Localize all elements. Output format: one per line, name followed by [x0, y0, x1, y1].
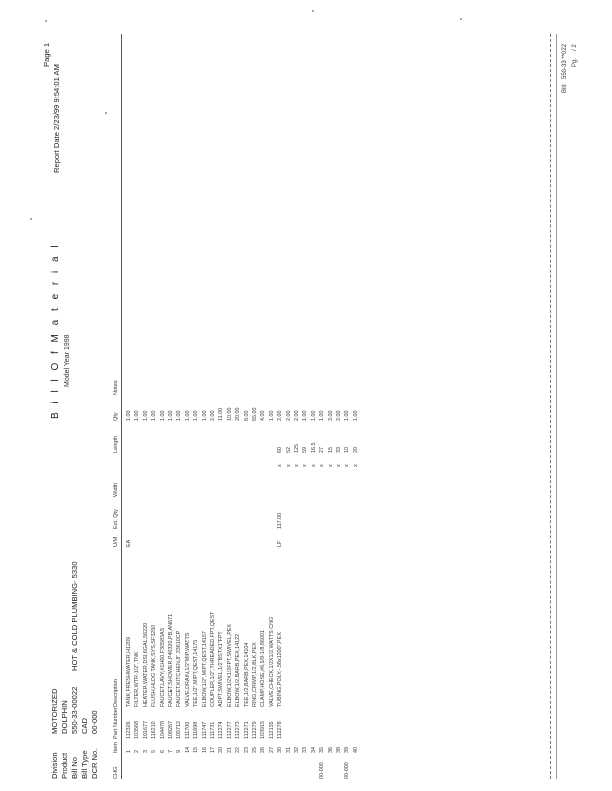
cell-part: 112273: [235, 721, 242, 739]
cell-qty: 1.00: [344, 410, 351, 421]
cell-desc: FAUCET,KITCHEN,8",33610CP: [176, 630, 183, 707]
cell-part: 111698: [193, 721, 200, 739]
column-header-part: Part Number: [113, 707, 119, 739]
cell-qty: 3.00: [327, 410, 334, 421]
cell-item: 36: [327, 747, 334, 753]
cell-part: 112274: [218, 721, 225, 739]
cell-desc: FAUCET,SHOWER,P40320,PB,AN671: [168, 613, 174, 707]
cell-qty: 2.00: [336, 410, 342, 421]
cell-item: 15: [193, 747, 200, 753]
cell-desc: TEE,1/2",MIPT,QEST,14175: [193, 639, 200, 707]
cell-item: 9: [176, 750, 183, 753]
cell-desc: CLAMP,HOSE,#6,5/8-1/8,86001: [260, 630, 267, 707]
cell-chg: 00-000: [319, 762, 326, 779]
cell-part: 111747: [201, 721, 208, 739]
cell-part: 111731: [210, 721, 216, 739]
cell-desc: ADPT,SWIVEL,1/2"BSTX1"FPT: [218, 631, 225, 707]
cell-qty: 1.00: [142, 410, 149, 421]
cell-len: 59: [302, 447, 309, 453]
column-header-len: Length: [113, 435, 119, 453]
cell-item: 1: [126, 750, 132, 753]
cell-qty: 1.00: [352, 410, 359, 421]
column-header-ext: Ext. Qty: [113, 509, 119, 529]
page-number: Page 1: [42, 42, 51, 67]
cell-qty: 1.00: [126, 410, 132, 421]
scan-speck: [460, 18, 462, 20]
cell-qty: 2.00: [277, 410, 284, 421]
cell-x: x: [310, 464, 317, 467]
footer-bill-value: 550-33 **022: [562, 43, 568, 79]
cell-x: x: [352, 464, 359, 467]
cell-item: 39: [344, 747, 351, 753]
cell-item: 30: [277, 747, 284, 753]
cell-part: 103915: [260, 721, 267, 739]
cell-item: 33: [302, 747, 309, 753]
cell-len: 60: [277, 447, 284, 453]
cell-desc: TANK,FRESHWATER,H1209: [126, 637, 132, 707]
cell-item: 38: [336, 747, 342, 753]
cell-item: 6: [159, 750, 166, 753]
cell-um: EA: [126, 539, 132, 547]
cell-len: 20: [352, 447, 359, 453]
cell-desc: ELBOW,1/2X1/2FPT,SWIVEL,PEX: [226, 624, 233, 707]
cell-qty: 2.00: [210, 410, 216, 421]
cell-len: 27: [319, 447, 326, 453]
cell-qty: 1.00: [310, 410, 317, 421]
column-header-um: U/M: [113, 536, 119, 547]
cell-part: 101677: [142, 721, 149, 739]
product-label: Product: [60, 752, 69, 779]
cell-desc: FAUCET,LAVY,#1H60,F30583AS: [159, 627, 166, 707]
cell-qty: 1.00: [268, 410, 275, 421]
cell-part: 112277: [226, 721, 233, 739]
footer-rule-2: [556, 34, 557, 779]
dcr-label: DCR No.: [90, 748, 99, 779]
cell-item: 3: [142, 750, 149, 753]
cell-item: 32: [294, 747, 300, 753]
column-header-chg: CHG: [113, 766, 119, 779]
cell-qty: 2.00: [285, 410, 292, 421]
bill-description: HOT & COLD PLUMBING- 5330: [70, 561, 79, 671]
cell-item: 26: [260, 747, 267, 753]
cell-len: 16.5: [310, 442, 317, 453]
scan-speck: [312, 10, 314, 12]
cell-part: 111700: [184, 721, 191, 739]
cell-x: x: [319, 464, 326, 467]
bill-type-label: Bill Type: [80, 750, 89, 779]
cell-len: 125: [294, 444, 300, 453]
division-value: MOTORIZED: [50, 688, 59, 734]
cell-qty: 10.00: [226, 407, 233, 421]
scan-speck: [45, 20, 47, 22]
cell-len: 52: [285, 447, 292, 453]
division-label: Division: [50, 752, 59, 779]
cell-len: 10: [344, 447, 351, 453]
column-header-desc: Description: [113, 679, 119, 707]
cell-desc: TEE,1/2,BARB,PEX,14104: [243, 642, 250, 707]
cell-item: 7: [168, 750, 174, 753]
cell-item: 40: [352, 747, 359, 753]
cell-item: 23: [243, 747, 250, 753]
cell-desc: RING,CRIMP,1/2,BLK,PEX: [252, 642, 258, 707]
cell-chg: 00-000: [344, 762, 351, 779]
cell-item: 27: [268, 747, 275, 753]
cell-qty: 1.00: [302, 410, 309, 421]
cell-qty: 1.00: [201, 410, 208, 421]
cell-item: 21: [226, 747, 233, 753]
cell-x: x: [285, 464, 292, 467]
cell-item: 22: [235, 747, 242, 753]
cell-item: 20: [218, 747, 225, 753]
cell-qty: 1.00: [168, 410, 174, 421]
product-value: DOLPHIN: [60, 700, 69, 734]
cell-item: 14: [184, 747, 191, 753]
cell-item: 35: [319, 747, 326, 753]
cell-qty: 11.00: [218, 407, 225, 421]
cell-ext: 117.00: [277, 512, 284, 529]
column-header-item: Item: [113, 742, 119, 753]
cell-part: 112326: [126, 721, 132, 739]
cell-part: 116210: [151, 721, 158, 739]
bill-no-value: 550-33-00022: [70, 686, 79, 734]
cell-desc: COUPLER,1/2",THREADED,FPT,QEST: [210, 611, 216, 707]
cell-part: 112279: [252, 721, 258, 739]
cell-part: 105712: [176, 721, 183, 739]
cell-qty: 1.00: [193, 410, 200, 421]
bill-of-material-sheet: [40, 34, 595, 779]
column-header-qty: Qty: [113, 412, 119, 421]
cell-part: 112271: [243, 721, 250, 739]
cell-x: x: [294, 464, 300, 467]
cell-x: x: [336, 464, 342, 467]
cell-desc: ELBOW,1/2",MIPT,QEST,14157: [201, 631, 208, 707]
cell-qty: 1.00: [319, 410, 326, 421]
header-rule: [121, 34, 122, 779]
cell-qty: 8.00: [243, 410, 250, 421]
cell-qty: 1.00: [159, 410, 166, 421]
cell-x: x: [302, 464, 309, 467]
cell-qty: 20.00: [235, 407, 242, 421]
document-title: B i l l O f M a t e r i a l: [50, 242, 61, 419]
cell-item: 34: [310, 747, 317, 753]
footer-bill-label: Bill:: [562, 83, 568, 93]
cell-part: 108267: [168, 721, 174, 739]
cell-part: 104478: [159, 721, 166, 739]
cell-desc: TUBING,POLY,-.58x1200",PEX: [277, 632, 284, 707]
cell-um: LF: [277, 540, 284, 547]
cell-x: x: [327, 464, 334, 467]
footer-pg-label: Pg.: [572, 57, 578, 67]
report-date: Report Date 2/23/99 9:54:01 AM: [52, 64, 61, 173]
cell-desc: FLUSH,HLDG TANK,SYS,SF3250: [151, 624, 158, 707]
cell-item: 2: [134, 750, 141, 753]
bill-type-value: CAD: [80, 717, 89, 734]
cell-item: 16: [201, 747, 208, 753]
cell-item: 5: [151, 750, 158, 753]
cell-qty: 4.00: [260, 410, 267, 421]
cell-desc: HEATER,WATER,DSI,6GAL,56220: [142, 622, 149, 707]
cell-qty: 1.00: [151, 410, 158, 421]
cell-part: 112278: [277, 721, 284, 739]
cell-qty: 1.00: [184, 410, 191, 421]
cell-part: 103568: [134, 721, 141, 739]
cell-qty: 2.00: [294, 410, 300, 421]
cell-x: x: [344, 464, 351, 467]
cell-x: x: [277, 464, 284, 467]
cell-item: 17: [210, 747, 216, 753]
cell-qty: 1.00: [134, 410, 141, 421]
bill-no-label: Bill No: [70, 757, 79, 779]
model-year: Model Year 1998: [64, 334, 71, 387]
cell-part: 112135: [268, 721, 275, 739]
cell-qty: 1.00: [176, 410, 183, 421]
cell-item: 31: [285, 747, 292, 753]
footer-pg-value: / 2: [572, 44, 578, 51]
column-header-notes: Notes: [113, 380, 119, 395]
column-header-w: Width: [113, 482, 119, 497]
cell-len: 33: [336, 447, 342, 453]
dcr-value: 00-000: [90, 710, 99, 734]
cell-qty: 65.00: [252, 407, 258, 421]
scan-speck: [30, 218, 32, 220]
cell-desc: ELBOW,1/2,BARB,PEX,14122: [235, 633, 242, 707]
cell-item: 25: [252, 747, 258, 753]
footer-rule: [550, 34, 551, 779]
cell-desc: FILTER,WTR-1/2",TNK: [134, 651, 141, 707]
cell-len: 15: [327, 447, 334, 453]
cell-desc: VALVE,DRAIN,1/2"MIP,WATTS: [184, 632, 191, 707]
cell-desc: VALVE,CHECK,1/2X1/2,WATTS CNG: [268, 616, 275, 707]
